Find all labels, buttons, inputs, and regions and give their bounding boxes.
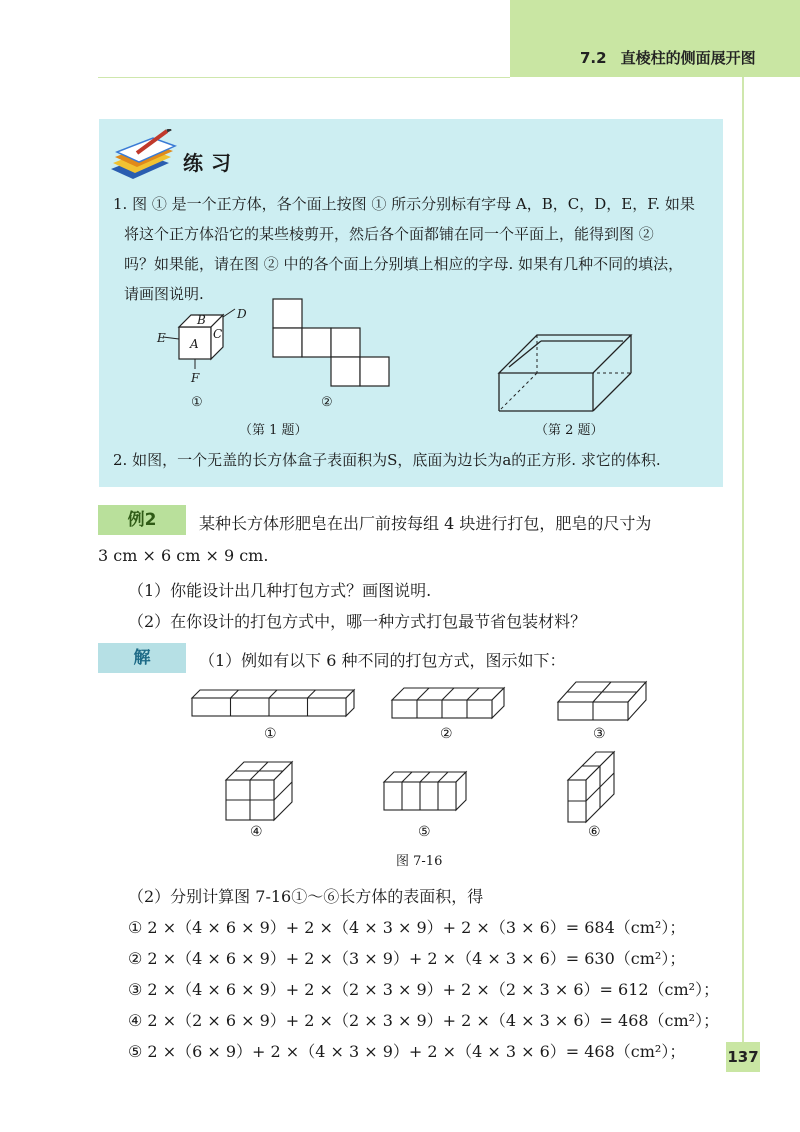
example-line-1: 某种长方体形肥皂在出厂前按每组 4 块进行打包，肥皂的尺寸为 bbox=[199, 514, 652, 533]
face-label-f: F bbox=[191, 371, 200, 385]
packing-figure-number-4: ④ bbox=[250, 824, 263, 840]
question-1-line: 1. 图 ① 是一个正方体，各个面上按图 ① 所示分别标有字母 A，B，C，D，E，F. 如果 bbox=[113, 195, 695, 213]
figure-number-1: ① bbox=[191, 395, 203, 410]
packing-figure-number-5: ⑤ bbox=[418, 824, 431, 840]
figure-caption-7-16: 图 7-16 bbox=[396, 854, 443, 869]
side-rule bbox=[742, 77, 744, 1052]
equation-3: ③ 2 ×（4 × 6 × 9）+ 2 ×（2 × 3 × 9）+ 2 ×（2 × 3 × 6）= 612（cm²）； bbox=[128, 980, 720, 999]
face-label-c: C bbox=[213, 327, 223, 341]
face-label-e: E bbox=[157, 331, 166, 345]
face-label-d: D bbox=[237, 307, 247, 321]
example-question-2: （2）在你设计的打包方式中，哪一种方式打包最节省包装材料？ bbox=[128, 612, 587, 631]
header-band bbox=[510, 0, 800, 77]
figure-caption-q1: （第 1 题） bbox=[239, 423, 308, 438]
equation-4: ④ 2 ×（2 × 6 × 9）+ 2 ×（2 × 3 × 9）+ 2 ×（4 × 3 × 6）= 468（cm²）； bbox=[128, 1011, 720, 1030]
equation-5: ⑤ 2 ×（6 × 9）+ 2 ×（4 × 3 × 9）+ 2 ×（4 × 3 × 6）= 468（cm²）； bbox=[128, 1042, 686, 1061]
packing-figure-2 bbox=[390, 684, 506, 722]
solution-intro: （1）例如有以下 6 种不同的打包方式，图示如下： bbox=[199, 651, 566, 670]
open-box-figure bbox=[497, 333, 633, 415]
figure-number-2: ② bbox=[321, 395, 333, 410]
face-label-b: B bbox=[197, 313, 206, 327]
figure-caption-q2: （第 2 题） bbox=[535, 423, 604, 438]
face-label-a: A bbox=[190, 337, 199, 351]
solution-tag: 解 bbox=[98, 643, 186, 673]
equation-1: ① 2 ×（4 × 6 × 9）+ 2 ×（4 × 3 × 9）+ 2 ×（3 × 6）= 684（cm²）； bbox=[128, 918, 686, 937]
example-line-2: 3 cm × 6 cm × 9 cm. bbox=[98, 546, 269, 565]
packing-figure-6 bbox=[566, 750, 616, 824]
section-title bbox=[580, 47, 756, 68]
section-title-text: 直棱柱的侧面展开图 bbox=[620, 49, 756, 67]
section-number: 7.2 bbox=[580, 49, 607, 67]
packing-figure-number-6: ⑥ bbox=[588, 824, 601, 840]
packing-figure-5 bbox=[382, 770, 468, 812]
exercise-box bbox=[99, 119, 723, 487]
net-figure bbox=[271, 297, 391, 389]
packing-figure-4 bbox=[224, 758, 294, 822]
header-rule bbox=[98, 77, 510, 78]
packing-figure-number-3: ③ bbox=[593, 726, 606, 742]
page-number: 137 bbox=[726, 1042, 760, 1072]
packing-figure-3 bbox=[556, 678, 648, 722]
question-1-line: 将这个正方体沿它的某些棱剪开，然后各个面都铺在同一个平面上，能得到图 ② bbox=[124, 225, 654, 243]
packing-figure-1 bbox=[190, 686, 356, 720]
equation-2: ② 2 ×（4 × 6 × 9）+ 2 ×（3 × 9）+ 2 ×（4 × 3 × 6）= 630（cm²）； bbox=[128, 949, 686, 968]
packing-figure-number-2: ② bbox=[440, 726, 453, 742]
question-2: 2. 如图，一个无盖的长方体盒子表面积为S，底面为边长为a的正方形. 求它的体积. bbox=[113, 451, 661, 469]
example-question-1: （1）你能设计出几种打包方式？画图说明. bbox=[128, 581, 432, 600]
question-1-line: 请画图说明. bbox=[124, 285, 204, 303]
packing-figure-number-1: ① bbox=[264, 726, 277, 742]
question-1 bbox=[113, 189, 713, 309]
example-tag: 例2 bbox=[98, 505, 186, 535]
solution-part-2: （2）分别计算图 7-16①～⑥长方体的表面积，得 bbox=[128, 887, 484, 906]
exercise-title: 练习 bbox=[183, 151, 239, 175]
question-1-line: 吗？如果能，请在图 ② 中的各个面上分别填上相应的字母. 如果有几种不同的填法， bbox=[124, 255, 684, 273]
books-pencil-icon bbox=[107, 129, 177, 185]
